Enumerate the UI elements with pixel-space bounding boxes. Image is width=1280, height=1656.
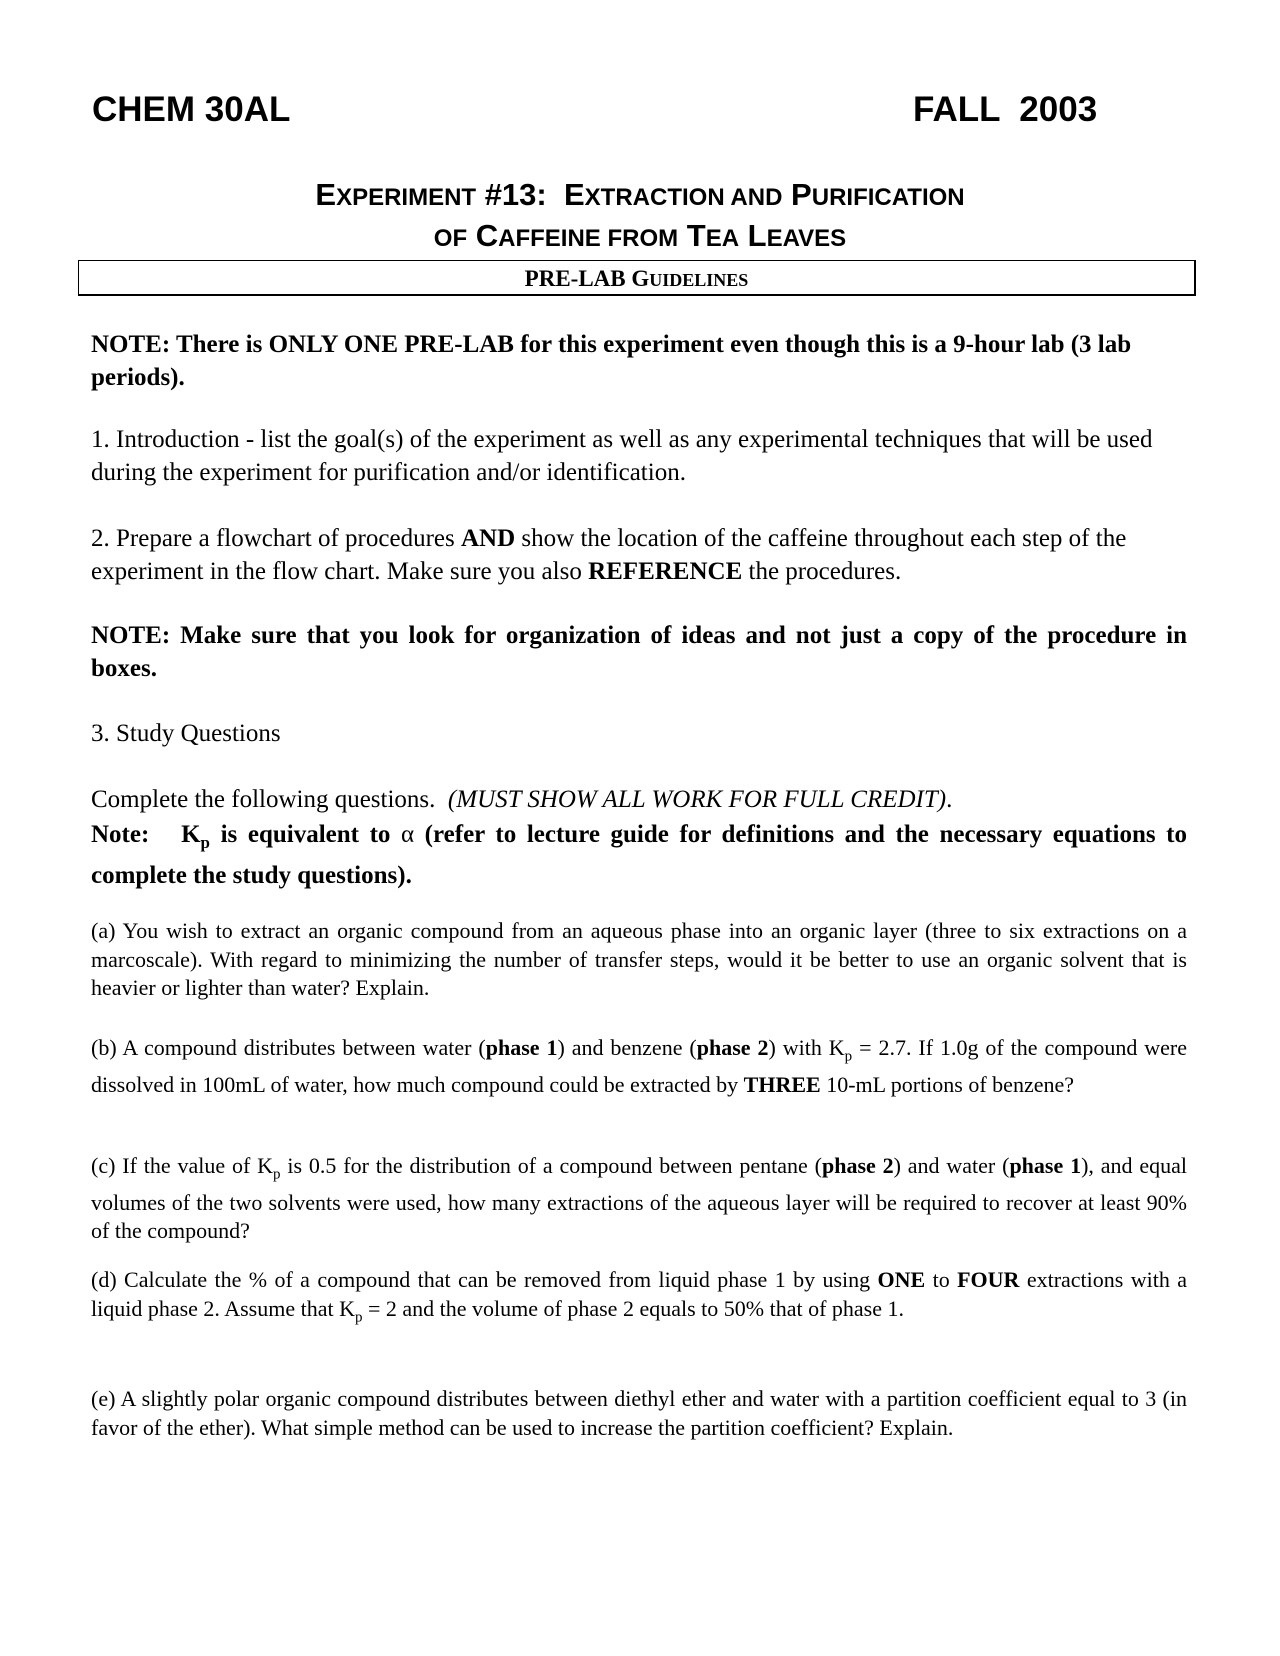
item-study-questions: 3. Study Questions [91,720,281,747]
question-b: (b) A compound distributes between water (phase 1) and benzene (phase 2) with $K_p = 2.7$. If 1.0g of the compound were dissolved in 100mL of water, how much compound could be extracted by THREE 10-mL portions of benzene? [91,1035,1188,1097]
course-code: CHEM 30AL [92,90,291,129]
note-kp-equivalent: Note: $K_p$ is equivalent to α (refer to lecture guide for definitions and the necessary equations to complete the study questions). [91,821,1188,889]
question-a: (a) You wish to extract an organic compound from an aqueous phase into an organic layer (three to six extractions on a marcoscale). With regard to minimizing the number of transfer steps, would it be better to use an organic solvent that is heavier or lighter than water? Explain. [91,918,1187,1000]
note-organization: NOTE: Make sure that you look for organization of ideas and not just a copy of the procedure in boxes. [91,622,1187,682]
term: FALL 2003 [913,90,1098,129]
experiment-title-line-2: OF CAFFEINE FROM TEA LEAVES [433,218,847,253]
experiment-title-line-1: EXPERIMENT #13: EXTRACTION AND PURIFICATION [315,177,965,212]
note-one-prelab: NOTE: There is ONLY ONE PRE-LAB for this experiment even though this is a 9-hour lab (3 lab periods). [91,331,1132,391]
question-c: (c) If the value of $K_p$ is 0.5 for the distribution of a compound between pentane (phase 2) and water (phase 1), and equal volumes of the two solvents were used, how many extractions of the aqueous layer will be required to recover at least 90% of the compound? [91,1153,1188,1244]
question-d: (d) Calculate the % of a compound that can be removed from liquid phase 1 by using ONE to FOUR extractions with a liquid phase 2. Assume that $K_p = 2$ and the volume of phase 2 equals to 50% that of phase 1. [91,1267,1187,1325]
question-e: (e) A slightly polar organic compound distributes between diethyl ether and water with a partition coefficient equal to 3 (in favor of the ether). What simple method can be used to increase the partition coefficient? Explain. [91,1386,1187,1440]
complete-instruction: Complete the following questions. (MUST SHOW ALL WORK FOR FULL CREDIT). [91,786,953,813]
pre-lab-guidelines-box: PRE-LAB GUIDELINES [78,260,1196,296]
item-introduction: 1. Introduction - list the goal(s) of the experiment as well as any experimental techniques that will be used during the experiment for purification and/or identification. [91,426,1153,486]
item-flowchart: 2. Prepare a flowchart of procedures AND show the location of the caffeine throughout each step of the experiment in the flow chart. Make sure you also REFERENCE the procedures. [91,525,1127,585]
